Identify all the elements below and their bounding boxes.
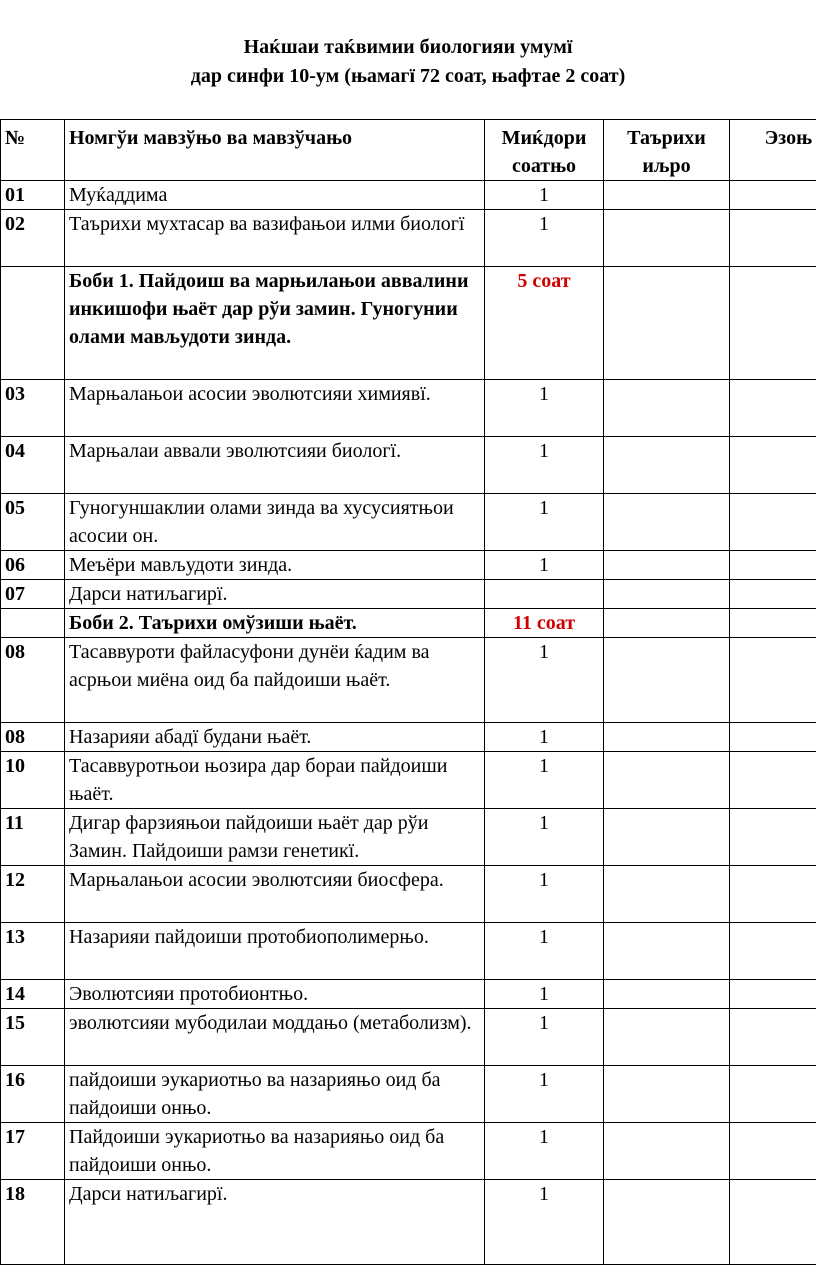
cell-topic: Гуногуншаклии олами зинда ва хусусиятњои асосии он. [65,494,485,551]
table-row [1,1180,816,1265]
cell-date [604,380,730,437]
cell-topic: Назарияи пайдоиши протобиополимерњо. [65,923,485,980]
table-row [1,437,816,494]
table-row [1,580,816,609]
table-row [1,1066,816,1123]
cell-hours: 1 [485,1180,604,1265]
cell-topic: Эволютсияи протобионтњо. [65,980,485,1009]
cell-date [604,752,730,809]
cell-note [730,437,816,494]
header-date: Таърихи иљро [604,120,730,181]
cell-note [730,181,816,210]
cell-topic: пайдоиши эукариотњо ва назарияњо оид ба пайдоиши онњо. [65,1066,485,1123]
cell-number: 08 [1,638,65,723]
table-row [1,866,816,923]
table-row [1,1123,816,1180]
cell-hours: 1 [485,1009,604,1066]
cell-number: 02 [1,210,65,267]
cell-note [730,210,816,267]
cell-date [604,210,730,267]
cell-date [604,638,730,723]
cell-date [604,267,730,380]
cell-note [730,809,816,866]
cell-number: 03 [1,380,65,437]
cell-topic: Таърихи мухтасар ва вазифањои илми биологї [65,210,485,267]
cell-topic: Дарси натиљагирї. [65,580,485,609]
header-note: Эзоњ [730,120,816,181]
cell-date [604,866,730,923]
table-row [1,380,816,437]
table-row [1,809,816,866]
cell-number: 05 [1,494,65,551]
cell-note [730,1066,816,1123]
cell-number: 07 [1,580,65,609]
cell-date [604,1180,730,1265]
cell-date [604,494,730,551]
cell-hours: 1 [485,723,604,752]
cell-number: 04 [1,437,65,494]
cell-date [604,437,730,494]
cell-hours: 1 [485,494,604,551]
table-row [1,181,816,210]
cell-number: 11 [1,809,65,866]
cell-note [730,866,816,923]
cell-note [730,1180,816,1265]
cell-hours: 1 [485,980,604,1009]
table-header-row [1,120,816,181]
table-body [1,181,816,1265]
cell-date [604,1123,730,1180]
cell-hours: 1 [485,1066,604,1123]
cell-hours: 1 [485,866,604,923]
cell-note [730,723,816,752]
cell-note [730,267,816,380]
cell-date [604,551,730,580]
cell-note [730,638,816,723]
cell-hours: 5 соат [485,267,604,380]
cell-date [604,580,730,609]
table-row [1,210,816,267]
header-hours: Миќдори соатњо [485,120,604,181]
cell-hours: 1 [485,210,604,267]
table-row [1,267,816,380]
cell-number: 13 [1,923,65,980]
cell-hours: 1 [485,437,604,494]
header-topic: Номгўи мавзўњо ва мавзўчањо [65,120,485,181]
cell-number: 18 [1,1180,65,1265]
cell-hours: 1 [485,551,604,580]
cell-topic: Боби 2. Таърихи омўзиши њаёт. [65,609,485,638]
cell-note [730,580,816,609]
cell-date [604,723,730,752]
cell-topic: Меъёри мављудоти зинда. [65,551,485,580]
cell-hours: 11 соат [485,609,604,638]
cell-number [1,267,65,380]
cell-note [730,980,816,1009]
cell-topic: Дигар фарзияњои пайдоиши њаёт дар рўи Замин. Пайдоиши рамзи генетикї. [65,809,485,866]
cell-date [604,1066,730,1123]
cell-note [730,380,816,437]
table-row [1,1009,816,1066]
cell-topic: Пайдоиши эукариотњо ва назарияњо оид ба пайдоиши онњо. [65,1123,485,1180]
cell-date [604,980,730,1009]
cell-date [604,1009,730,1066]
cell-note [730,494,816,551]
cell-topic: Марњалаи аввали эволютсияи биологї. [65,437,485,494]
cell-date [604,809,730,866]
cell-topic: Боби 1. Пайдоиш ва марњилањои аввалини инкишофи њаёт дар рўи замин. Гуногунии олами мављудоти зинда. [65,267,485,380]
table-row [1,609,816,638]
cell-number: 06 [1,551,65,580]
table-row [1,551,816,580]
document-title: Наќшаи таќвимии биологияи умумї [243,36,573,58]
cell-topic: Муќаддима [65,181,485,210]
cell-hours: 1 [485,380,604,437]
header-number: № [1,120,65,181]
cell-note [730,609,816,638]
cell-number: 01 [1,181,65,210]
cell-note [730,1123,816,1180]
cell-topic: Марњалањои асосии эволютсияи химиявї. [65,380,485,437]
cell-note [730,551,816,580]
cell-number: 16 [1,1066,65,1123]
cell-number: 08 [1,723,65,752]
table-row [1,752,816,809]
cell-number: 15 [1,1009,65,1066]
document-subtitle: дар синфи 10-ум (њамагї 72 соат, њафтае 2 соат) [190,65,626,87]
cell-number: 14 [1,980,65,1009]
cell-date [604,609,730,638]
cell-number: 17 [1,1123,65,1180]
cell-hours: 1 [485,923,604,980]
cell-date [604,181,730,210]
cell-topic: Дарси натиљагирї. [65,1180,485,1265]
cell-hours: 1 [485,638,604,723]
cell-topic: Тасаввуроти файласуфони дунёи ќадим ва асрњои миёна оид ба пайдоиши њаёт. [65,638,485,723]
table-row [1,980,816,1009]
cell-hours: 1 [485,1123,604,1180]
cell-note [730,1009,816,1066]
cell-number: 12 [1,866,65,923]
cell-date [604,923,730,980]
cell-number: 10 [1,752,65,809]
cell-topic: эволютсияи мубодилаи моддањо (метаболизм). [65,1009,485,1066]
cell-note [730,923,816,980]
table-row [1,923,816,980]
table-row [1,494,816,551]
cell-topic: Марњалањои асосии эволютсияи биосфера. [65,866,485,923]
cell-number [1,609,65,638]
cell-hours: 1 [485,181,604,210]
cell-hours: 1 [485,752,604,809]
cell-topic: Тасаввуротњои њозира дар бораи пайдоиши њаёт. [65,752,485,809]
table-row [1,638,816,723]
cell-hours [485,580,604,609]
lesson-plan-table [0,119,816,1265]
cell-note [730,752,816,809]
cell-hours: 1 [485,809,604,866]
cell-topic: Назарияи абадї будани њаёт. [65,723,485,752]
table-row [1,723,816,752]
